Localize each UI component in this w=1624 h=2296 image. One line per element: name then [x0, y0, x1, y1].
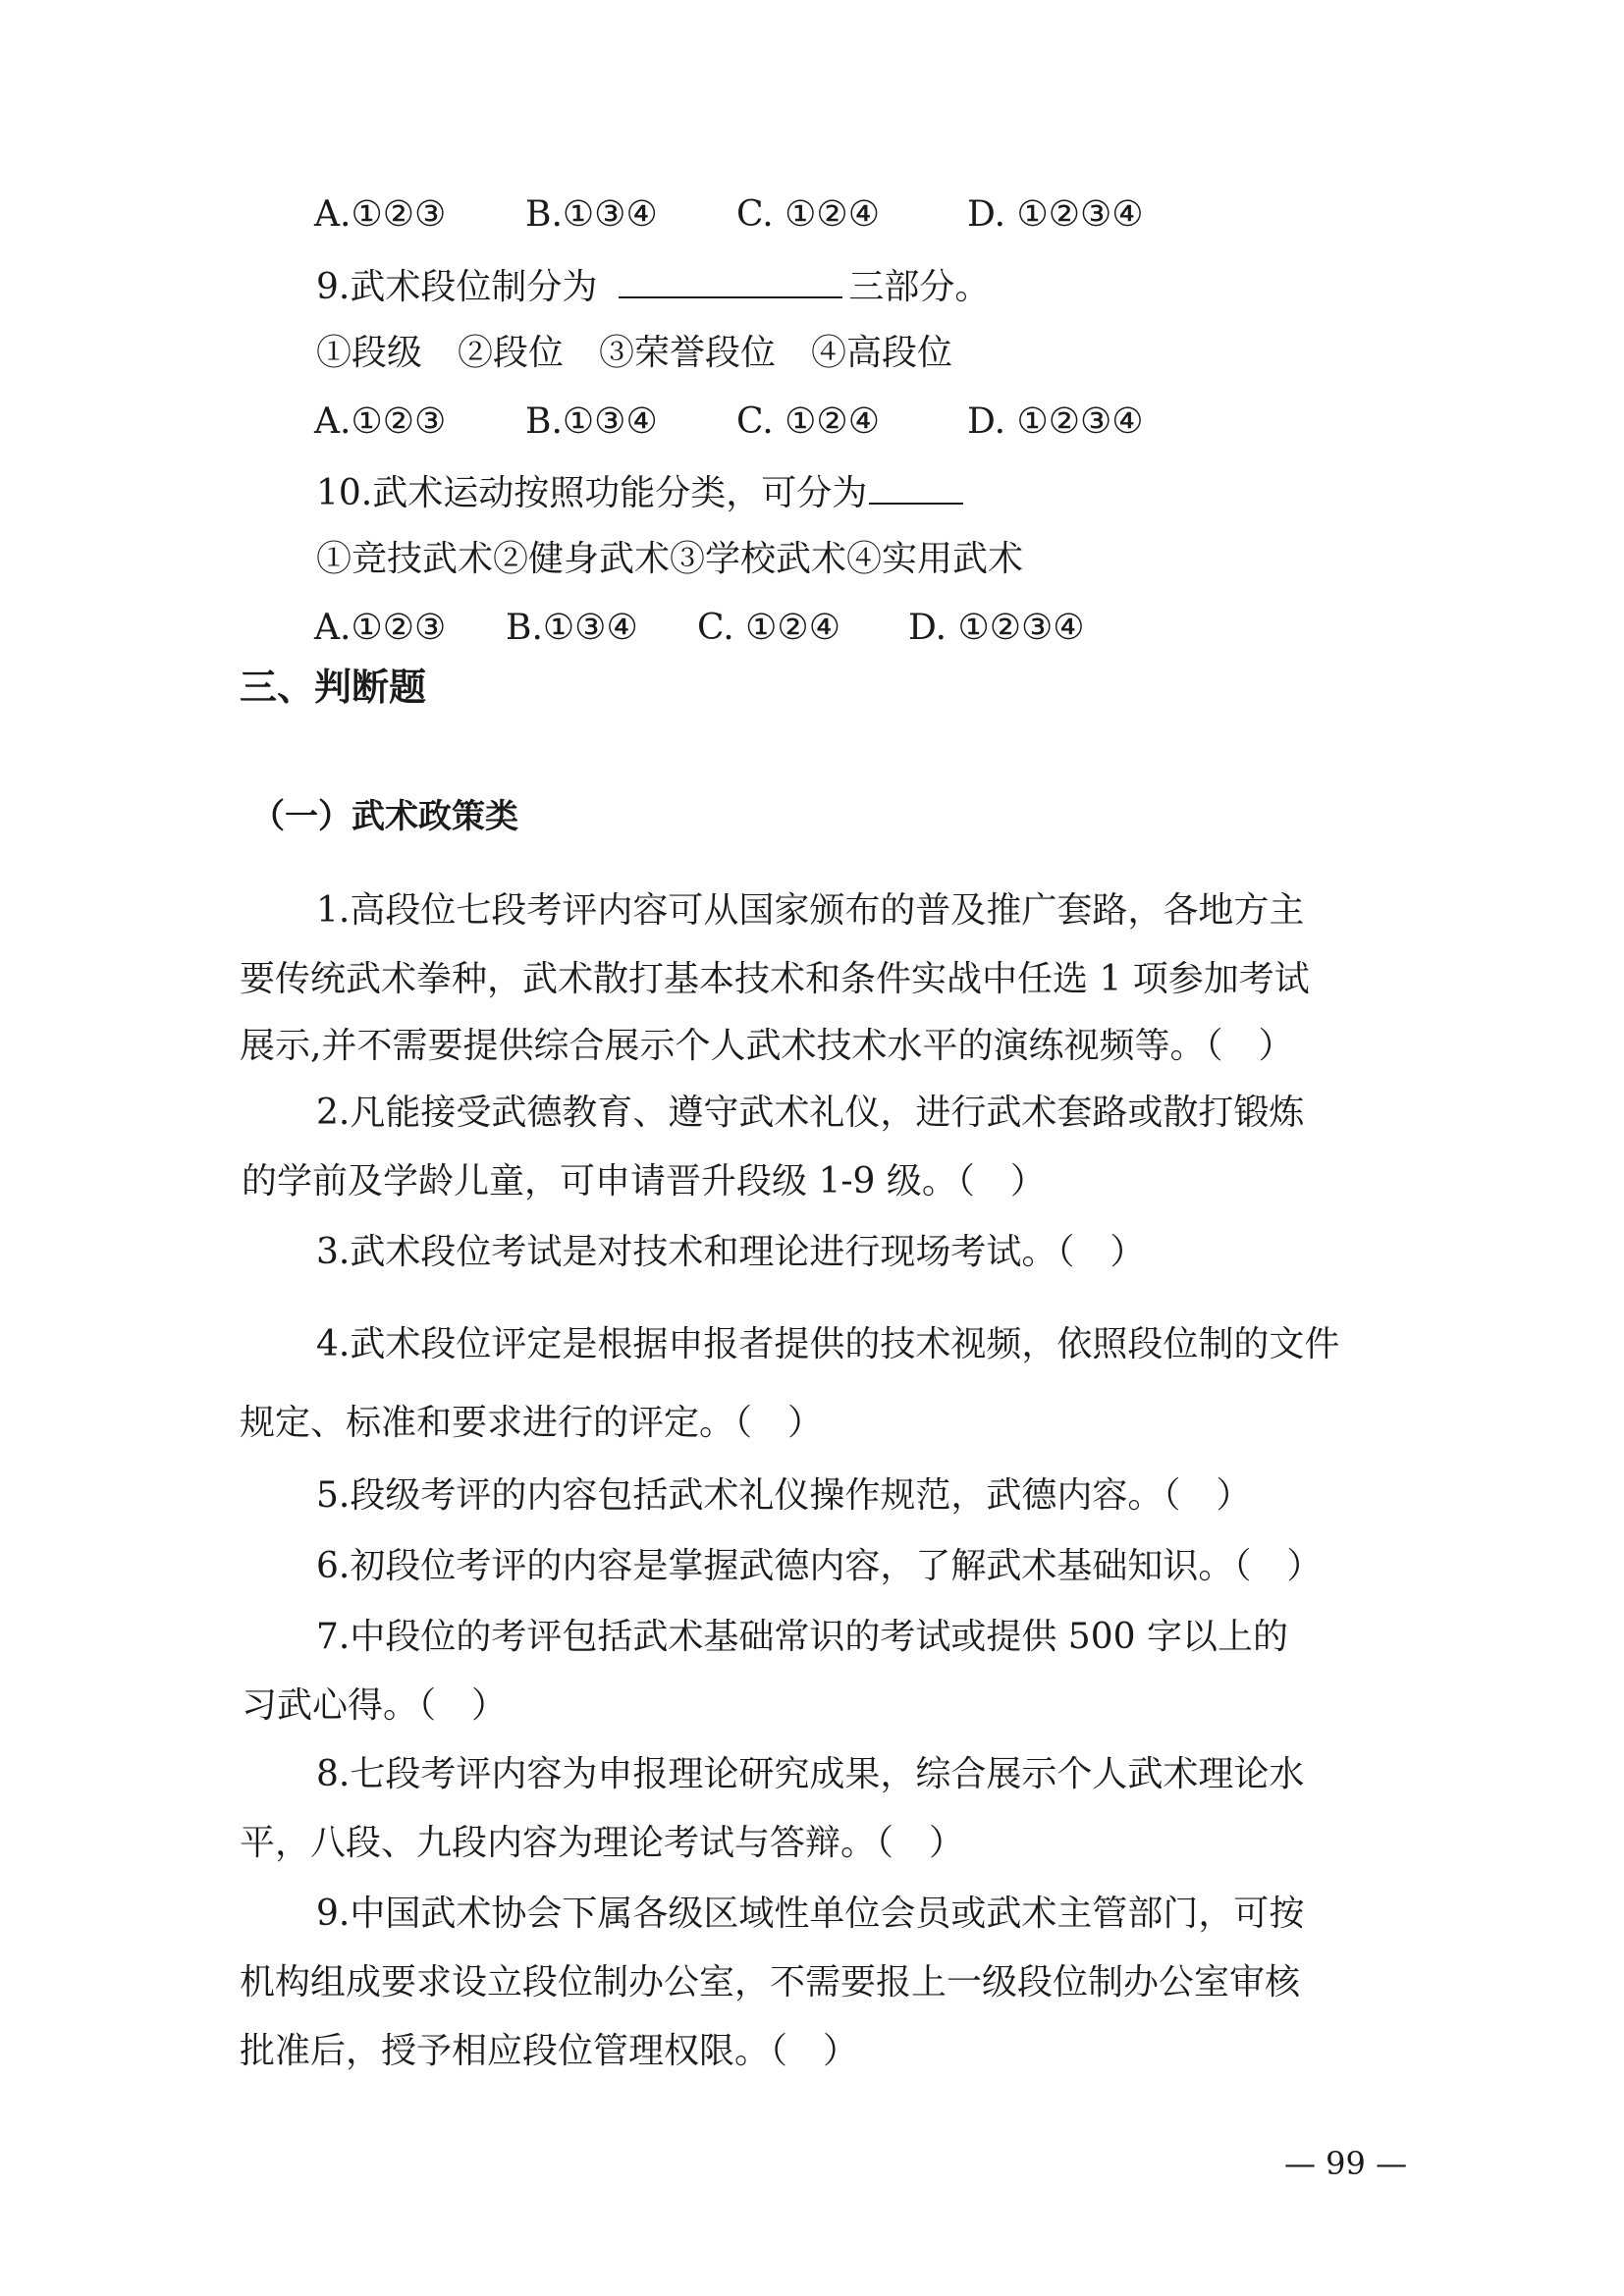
- tf-q9-line1: 9.中国武术协会下属各级区域性单位会员或武术主管部门，可按: [316, 1894, 1305, 1934]
- tf-q8-line2: 平，八段、九段内容为理论考试与答辩。（ ）: [240, 1823, 965, 1863]
- tf-q7-line2: 习武心得。（ ）: [242, 1685, 508, 1726]
- q9-stem-before: 9.武术段位制分为: [316, 267, 598, 307]
- tf-q3: 3.武术段位考试是对技术和理论进行现场考试。（ ）: [316, 1232, 1146, 1272]
- q9-option-a: A.①②③: [314, 401, 447, 442]
- tf-q4-line2: 规定、标准和要求进行的评定。（ ）: [240, 1403, 824, 1443]
- page-number: — 99 —: [1284, 2145, 1408, 2182]
- q8-options: [314, 193, 1144, 237]
- q10-option-a: A.①②③: [314, 608, 447, 648]
- q8-option-b: B.①③④: [525, 194, 658, 235]
- q9-stem-after: 三部分。: [848, 267, 991, 307]
- tf-q9-line2: 机构组成要求设立段位制办公室，不需要报上一级段位制办公室审核: [240, 1962, 1301, 2002]
- q10-items: ①竞技武术②健身武术③学校武术④实用武术: [316, 539, 1024, 579]
- tf-q1-line3: 展示,并不需要提供综合展示个人武术技术水平的演练视频等。（ ）: [240, 1026, 1294, 1066]
- q9-option-c: C. ①②④: [736, 401, 880, 442]
- tf-q2-line1: 2.凡能接受武德教育、遵守武术礼仪，进行武术套路或散打锻炼: [316, 1093, 1305, 1133]
- q8-option-c: C. ①②④: [736, 194, 880, 235]
- section-title: 三、判断题: [240, 666, 427, 709]
- subsection-title: （一）武术政策类: [251, 797, 518, 836]
- q10-stem: [316, 469, 963, 515]
- q10-option-c: C. ①②④: [697, 608, 840, 648]
- q10-stem-text: 10.武术运动按照功能分类，可分为: [316, 473, 868, 513]
- q8-option-a: A.①②③: [314, 194, 447, 235]
- q10-option-d: D. ①②③④: [908, 608, 1085, 648]
- tf-q8-line1: 8.七段考评内容为申报理论研究成果，综合展示个人武术理论水: [316, 1754, 1305, 1794]
- q9-stem: [316, 263, 990, 309]
- tf-q4-line1: 4.武术段位评定是根据申报者提供的技术视频，依照段位制的文件: [316, 1324, 1340, 1364]
- q9-option-d: D. ①②③④: [967, 401, 1144, 442]
- tf-q1-line1: 1.高段位七段考评内容可从国家颁布的普及推广套路，各地方主: [316, 890, 1305, 931]
- q9-answer-blank: [619, 263, 842, 298]
- q9-items: ①段级 ②段位 ③荣誉段位 ④高段位: [316, 333, 953, 373]
- q10-option-b: B.①③④: [506, 608, 638, 648]
- tf-q5: 5.段级考评的内容包括武术礼仪操作规范，武德内容。（ ）: [316, 1475, 1252, 1516]
- q10-options: [314, 607, 1085, 650]
- tf-q2-line2: 的学前及学龄儿童，可申请晋升段级 1-9 级。（ ）: [242, 1161, 1046, 1201]
- q9-option-b: B.①③④: [525, 401, 658, 442]
- q8-option-d: D. ①②③④: [967, 194, 1144, 235]
- tf-q6: 6.初段位考评的内容是掌握武德内容，了解武术基础知识。（ ）: [316, 1546, 1323, 1586]
- tf-q1-line2: 要传统武术拳种，武术散打基本技术和条件实战中任选 1 项参加考试: [240, 959, 1310, 999]
- tf-q7-line1: 7.中段位的考评包括武术基础常识的考试或提供 500 字以上的: [316, 1617, 1288, 1657]
- tf-q9-line3: 批准后，授予相应段位管理权限。（ ）: [240, 2031, 859, 2071]
- q9-options: [314, 400, 1144, 444]
- q10-answer-blank: [869, 469, 963, 505]
